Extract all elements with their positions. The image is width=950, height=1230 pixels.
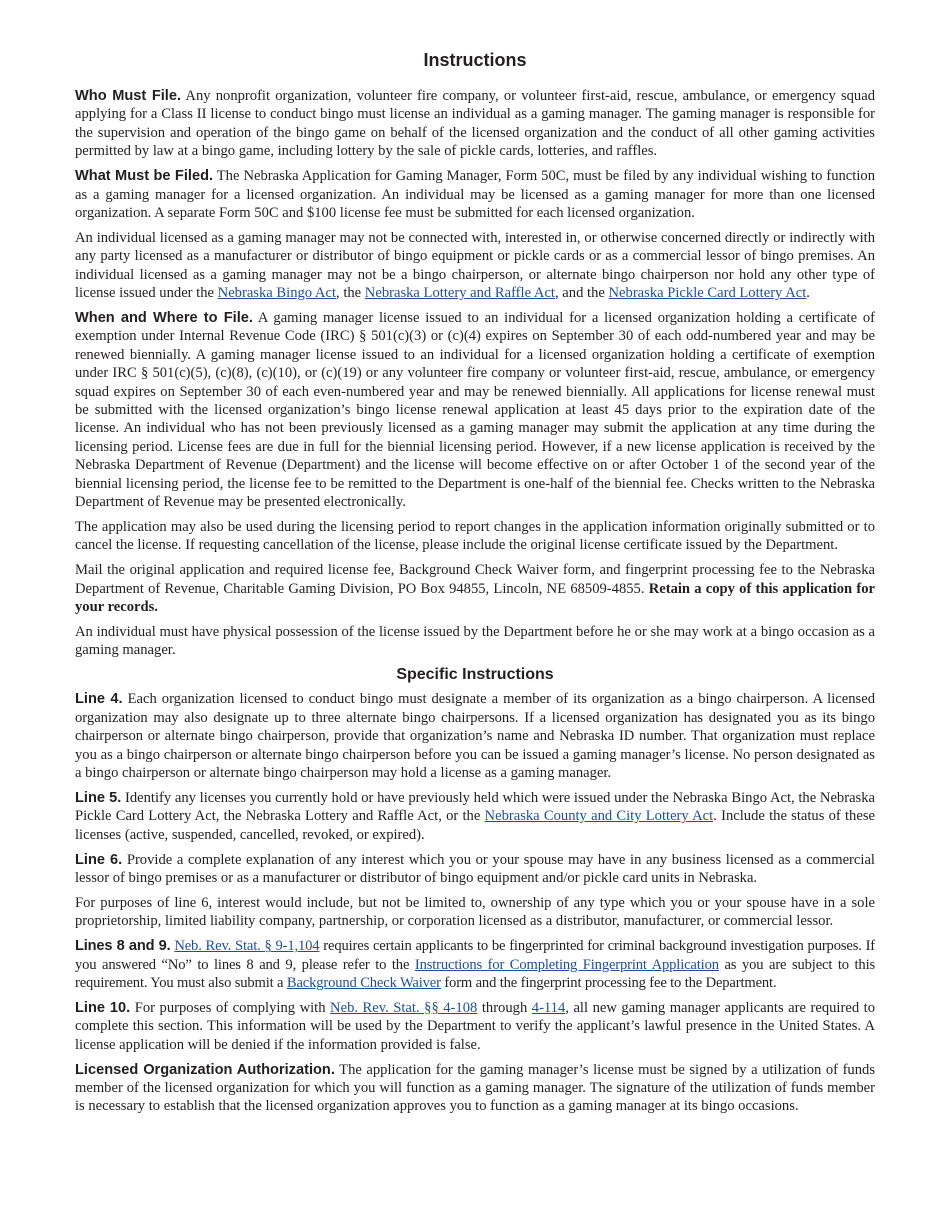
connection-text-2: , the: [336, 285, 365, 302]
neb-rev-stat-9-1104-link[interactable]: Neb. Rev. Stat. § 9-1,104: [174, 938, 320, 955]
who-must-file-paragraph: [75, 87, 875, 161]
line-4-text: Each organization licensed to conduct bingo must designate a member of its organization as a bingo chairperson. A licensed organization may also designate up to three alternate bingo chairpersons. If a licensed organization has designated you as its bingo chairperson or alternate bingo chairperson, provide that organization’s name and Nebraska ID number. That organization must replace you as a bingo chairperson or alternate bingo chairperson before you can be issued a gaming manager’s license. No person designated as a bingo chairperson or alternate bingo chairperson may hold a license as a gaming manager.: [75, 691, 875, 781]
connection-paragraph: [75, 229, 875, 303]
lines-8-9-text-2: as you are subject to this requirement. You must also submit a: [75, 956, 876, 991]
mail-text: Mail the original application and required license fee, Background Check Waiver form, and fingerprint processing fee to the Nebraska Department of Revenue, Charitable Gaming Division, PO Box 94855, Lincoln, NE 68509-4855.: [75, 562, 875, 597]
line-6-purposes-paragraph: For purposes of line 6, interest would include, but not be limited to, ownership of any type which you or your spouse have in a sole proprietorship, limited liability company, partnership, or corporation licensed as a distributor, manufacturer, or commercial lessor.: [75, 894, 875, 930]
who-must-file-heading: Who Must File.: [75, 88, 182, 104]
lines-8-9-heading: Lines 8 and 9.: [75, 938, 171, 955]
when-where-heading: When and Where to File.: [75, 309, 253, 326]
line-10-paragraph: [75, 999, 875, 1054]
authorization-paragraph: [75, 1061, 875, 1116]
connection-text-3: , and the: [555, 285, 609, 302]
neb-rev-stat-4-108-link[interactable]: Neb. Rev. Stat. §§ 4-108: [330, 999, 478, 1016]
line-6-paragraph: [75, 851, 875, 888]
mail-paragraph: [75, 561, 875, 616]
connection-text-4: .: [806, 285, 810, 302]
changes-paragraph: The application may also be used during the licensing period to report changes in the application information originally submitted or to cancel the license. If requesting cancellation of the license, please include the original license certificate issued by the Department.: [75, 518, 875, 554]
nebraska-pickle-card-lottery-act-link[interactable]: Nebraska Pickle Card Lottery Act: [608, 285, 807, 302]
nebraska-bingo-act-link[interactable]: Nebraska Bingo Act: [217, 285, 337, 302]
when-where-text: A gaming manager license issued to an individual for a licensed organization holding a certificate of exemption under Internal Revenue Code (IRC) § 501(c)(3) or (c)(4) expires on September 30 of each odd-numbered year and may be renewed biennially. A gaming manager license issued to an individual for a licensed organization holding a certificate of exemption under IRC § 501(c)(5), (c)(8), (c)(10), or (c)(19) or any volunteer fire company or volunteer first-aid, rescue, ambulance, or emergency squad expires on September 30 of each even-numbered year and may be renewed biennially. All applications for license renewal must be submitted with the licensed organization’s bingo license renewal application at least 45 days prior to the expiration date of the license. An individual who has not been previously licensed as a gaming manager may submit the application at any time during the licensing period. License fees are due in full for the biennial licensing period. However, if a new license application is received by the Nebraska Department of Revenue (Department) and the license will become effective on or after October 1 of the second year of the biennial licensing period, the license fee to be remitted to the Department is one-half of the biennial fee. Checks written to the Nebraska Department of Revenue may be presented electronically.: [75, 309, 875, 511]
line-10-text-1: For purposes of complying with: [130, 999, 331, 1016]
nebraska-county-city-lottery-act-link[interactable]: Nebraska County and City Lottery Act: [484, 808, 714, 825]
background-check-waiver-link[interactable]: Background Check Waiver: [286, 974, 441, 991]
connection-text-1: An individual licensed as a gaming manager may not be connected with, interested in, or otherwise concerned directly or indirectly with any party licensed as a manufacturer or distributor of bingo equipment or pickle cards or as a commercial lessor of bingo premises. An individual licensed as a gaming manager may not be a bingo chairperson, or alternate bingo chairperson nor hold any other type of license issued under the: [75, 229, 875, 302]
line-6-text: Provide a complete explanation of any interest which you or your spouse may have in any business licensed as a commercial lessor of bingo premises or as a manufacturer or distributor of bingo equipment and/or pickle card units in Nebraska.: [75, 851, 875, 886]
nebraska-lottery-raffle-act-link[interactable]: Nebraska Lottery and Raffle Act: [364, 285, 555, 302]
line-5-heading: Line 5.: [75, 789, 122, 806]
fingerprint-instructions-link[interactable]: Instructions for Completing Fingerprint Application: [414, 956, 719, 973]
what-must-be-filed-paragraph: [75, 167, 875, 222]
what-must-be-filed-heading: What Must be Filed.: [75, 168, 214, 185]
neb-rev-stat-4-114-link[interactable]: 4-114: [531, 999, 566, 1016]
line-4-heading: Line 4.: [75, 691, 123, 708]
specific-instructions-title: Specific Instructions: [396, 666, 554, 684]
line-5-paragraph: [75, 789, 875, 844]
line-4-paragraph: [75, 690, 875, 782]
lines-8-9-paragraph: [75, 937, 875, 992]
line-10-heading: Line 10.: [75, 999, 131, 1016]
line-5-text-2: . Include the status of these licenses (active, suspended, cancelled, revoked, or expired).: [75, 808, 875, 843]
when-where-paragraph: [75, 309, 875, 511]
line-5-text-1: Identify any licenses you currently hold or have previously held which were issued under the Nebraska Bingo Act, the Nebraska Pickle Card Lottery Act, the Nebraska Lottery and Raffle Act, or the: [75, 789, 876, 825]
who-must-file-text: Any nonprofit organization, volunteer fire company, or volunteer first-aid, rescue, ambulance, or emergency squad applying for a Class II license to conduct bingo must license an individual as a gaming manager. The gaming manager is responsible for the supervision and operation of the bingo game on behalf of the licensed organization and the conduct of all other gaming activities permitted by law at a bingo game, including lottery by the sale of pickle cards, lotteries, and raffles.: [75, 88, 875, 160]
what-must-be-filed-text: The Nebraska Application for Gaming Manager, Form 50C, must be filed by any individual wishing to function as a gaming manager for a licensed organization. An individual may be licensed as a gaming manager for more than one licensed organization. A separate Form 50C and $100 license fee must be submitted for each licensed organization.: [75, 168, 875, 221]
authorization-text: The application for the gaming manager’s license must be signed by a utilization of funds member of the licensed organization for which you will function as a gaming manager. The signature of the utilization of funds member is necessary to establish that the licensed organization approves you to function as a gaming manager at its bingo occasions.: [75, 1061, 875, 1115]
possession-paragraph: An individual must have physical possession of the license issued by the Department before he or she may work at a bingo occasion as a gaming manager.: [75, 623, 875, 659]
retain-copy-note: Retain a copy of this application for your records.: [75, 580, 875, 616]
line-10-text-2: through: [477, 999, 532, 1016]
authorization-heading: Licensed Organization Authorization.: [75, 1061, 335, 1078]
lines-8-9-text-3: form and the fingerprint processing fee to the Department.: [440, 974, 777, 991]
lines-8-9-text-1: requires certain applicants to be fingerprinted for criminal background investigation purposes. If you answered “No” to lines 8 and 9, please refer to the: [75, 938, 875, 973]
line-10-text-3: , all new gaming manager applicants are required to complete this section. This information will be used by the Department to verify the applicant’s lawful presence in the United States. A license application will be denied if the information provided is false.: [75, 999, 875, 1053]
page-title: Instructions: [423, 50, 527, 70]
line-6-heading: Line 6.: [75, 851, 123, 868]
